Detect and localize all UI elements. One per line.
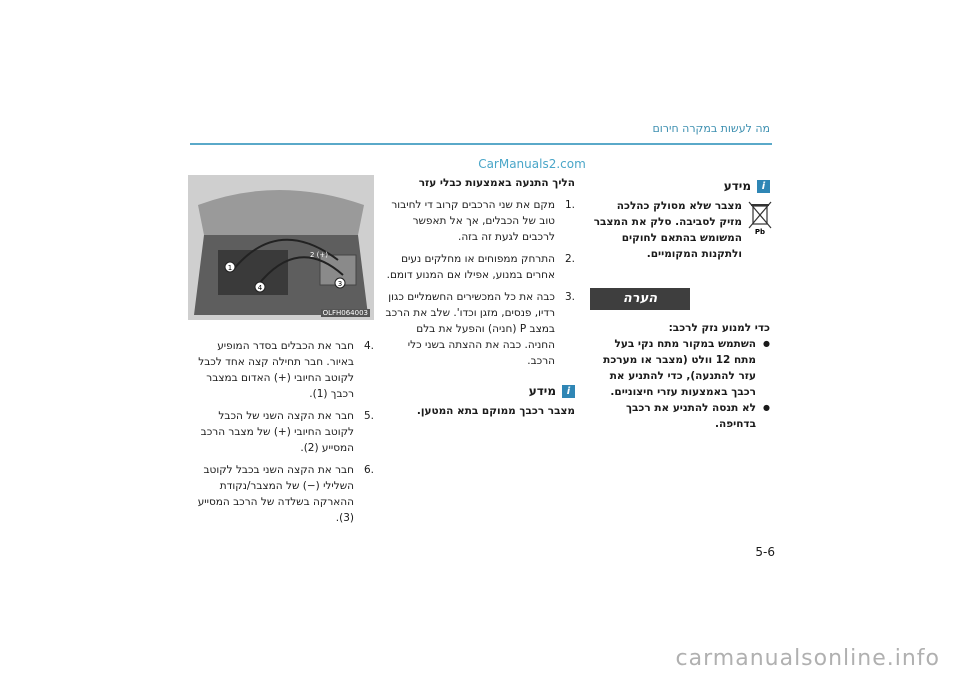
callout-2: 2 (+) (309, 251, 328, 259)
step-text: חבר את הקצה השני של הכבל לקוטב החיובי (+) של מצבר הרכב המסייע (2). (200, 410, 354, 454)
step-text: מקם את שני הרכבים קרוב די לחיבור טוב של הכבלים, אך אל תאפשר לרכבים לגעת זה בזה. (391, 199, 555, 243)
step-text: התרחק ממפוחים או מחלקים נעים אחרים במנוע, אפילו אם המנוע דומם. (386, 253, 555, 281)
info-icon: i (562, 385, 575, 398)
note-intro: כדי למנוע נזק לרכב: (668, 322, 770, 334)
list-item (188, 408, 374, 456)
callout-3: 3 (337, 280, 343, 288)
list-item (188, 338, 374, 402)
photo-code: OLFH064003 (322, 309, 368, 317)
column-middle (385, 175, 575, 419)
info-line: מצבר שלא מסולק כהלכה (616, 200, 742, 212)
steps-list (385, 197, 575, 369)
info-line: מזיק לסביבה. סלק את המצבר (593, 216, 742, 228)
info-title: מידע (723, 179, 751, 193)
step-number: .1 (564, 199, 575, 211)
info-heading (385, 383, 575, 399)
step-text: חבר את הקצה השני בכבל לקוטב השלילי (−) של המצבר/נקודת ההארקה בשלדה של הרכב המסייע (3). (197, 464, 354, 524)
section-title: הליך התנעה באמצעות כבלי עזר (418, 177, 575, 189)
footer-watermark: carmanualsonline.info (675, 646, 940, 671)
note-list (590, 336, 770, 432)
list-item (188, 462, 374, 526)
trunk-illustration (188, 175, 374, 320)
info-line: ולתקנות המקומיים. (646, 248, 742, 260)
callout-1: 1 (227, 264, 233, 272)
note-banner: הערה (590, 288, 690, 310)
header-rule (190, 143, 772, 145)
column-left (188, 338, 374, 532)
page-number: 5-6 (755, 545, 775, 559)
list-item (385, 289, 575, 369)
steps-list (188, 338, 374, 526)
step-text: כבה את כל המכשירים החשמליים כגון רדיו, פנסים, מזגן וכדו'. שלב את הרכב במצב P (חניה) והפעל את בלם החניה. כבה את ההצתה בשני כלי הרכב. (385, 291, 555, 367)
info-icon: i (757, 180, 770, 193)
info-line: המשומש בהתאם לחוקים (621, 232, 742, 244)
info-text: מצבר רכבך ממוקם בתא המטען. (416, 405, 575, 417)
chapter-header: מה לעשות במקרה חירום (652, 122, 770, 135)
step-number: .4 (363, 340, 374, 352)
step-text: חבר את הכבלים בסדר המופיע באיור. חבר תחילה קצה אחד לכבל לקוטב החיובי (+) האדום במצבר רכבך (1). (198, 340, 354, 400)
recycle-label: Pb (754, 228, 766, 236)
list-item: ● השתמש במקור מתח נקי בעל מתח 12 וולט (מצבר או מערכת עזר להתנעה), כדי להתניע את רכבך באמצעות עזרי חיצוניים. (590, 336, 770, 400)
list-item: ● לא תנסה להתניע את רכבך בדחיפה. (590, 400, 770, 432)
list-item (385, 197, 575, 245)
step-number: .2 (564, 253, 575, 265)
list-item (385, 251, 575, 283)
callout-4: 4 (257, 284, 263, 292)
step-number: .3 (564, 291, 575, 303)
trunk-battery-photo (188, 175, 374, 320)
column-right (590, 178, 770, 432)
step-number: .6 (363, 464, 374, 476)
info-heading (590, 178, 770, 194)
watermark: CarManuals2.com (478, 157, 586, 171)
info-text (590, 198, 770, 262)
info-title: מידע (528, 384, 556, 398)
step-number: .5 (363, 410, 374, 422)
